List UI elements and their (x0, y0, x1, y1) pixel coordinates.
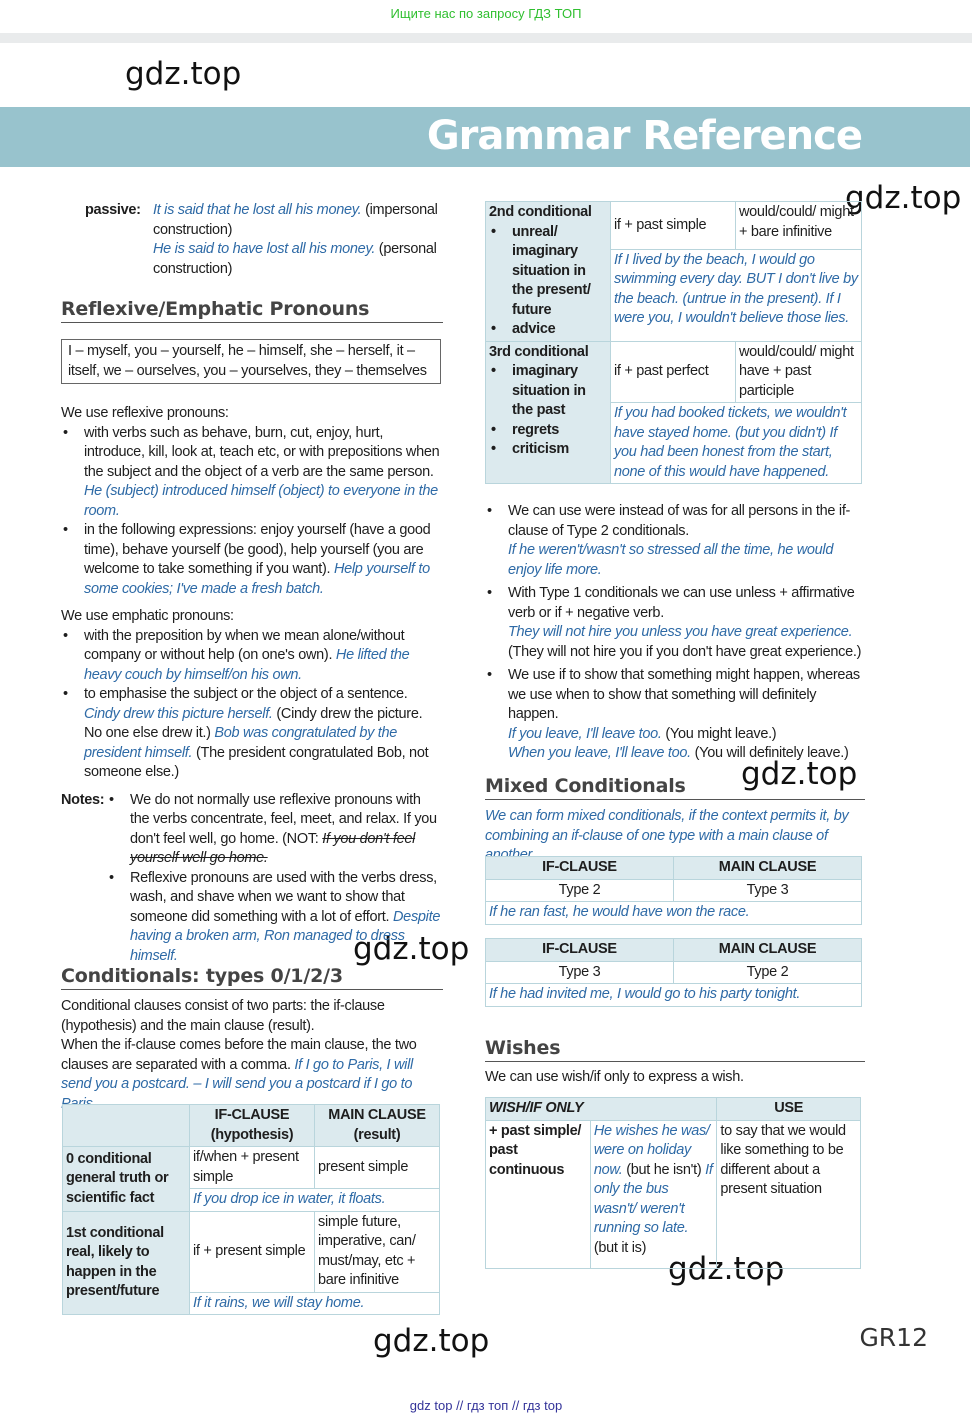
footer-separator: // (511, 1398, 520, 1413)
rule-example: He lifted the heavy couch by himself/on his own. (84, 647, 410, 683)
intro-example: If I go to Paris, I will send you a postcard. – I will send you a postcard if I go to Paris. (61, 1056, 413, 1112)
list-item (107, 869, 443, 967)
mixed-table-1 (485, 856, 862, 925)
conditionals-table-right (485, 201, 862, 484)
table-example: If he had invited me, I would go to his party tonight. (486, 984, 862, 1007)
table-cell: would/could/ might + bare infinitive (736, 202, 862, 250)
note-example: If he weren't/wasn't so stressed all the time, he would enjoy life more. (508, 542, 834, 578)
footer-link[interactable]: гдз топ (466, 1398, 509, 1413)
rule-example: He (subject) introduced himself (object) to everyone in the room. (84, 483, 438, 519)
note-text: We can use were instead of was for all persons in the if-clause of Type 2 conditionals. (508, 503, 851, 539)
table-header: IF-CLAUSE (hypothesis) (190, 1105, 315, 1147)
list-item (61, 521, 443, 599)
footer (0, 1392, 972, 1425)
list-item (485, 666, 867, 764)
watermark: gdz.top (668, 1251, 785, 1287)
intro-text: Conditional clauses consist of two parts: the if-clause (hypothesis) and the main clause (result). (61, 998, 385, 1034)
rule-example: Bob was congratulated by the president himself. (84, 725, 398, 761)
wish-example: He wishes he was/ were on holiday now. (593, 1122, 710, 1178)
note-not: (NOT: (282, 830, 319, 847)
wishes-intro: We can use wish/if only to express a wish. (485, 1069, 744, 1085)
type-label: 2nd conditional (489, 204, 592, 220)
type-label: 3rd conditional (489, 343, 589, 360)
passive-example-1: It is said that he lost all his money. (153, 202, 362, 218)
table-row-type (486, 341, 611, 484)
rule-example: Help yourself to some cookies; I've made a fresh batch. (84, 561, 430, 597)
table-row-type: 0 conditional general truth or scientific fact (63, 1147, 190, 1212)
notes-label: Notes: (61, 791, 105, 808)
promo-link[interactable]: Ищите нас по запросу ГДЗ ТОП (390, 6, 582, 21)
table-cell: Type 2 (674, 961, 862, 984)
rule-text: with verbs such as behave, burn, cut, enjoy, hurt, introduce, kill, look at, teach etc, or with prepositions when the subject and the object of a verb are the same person. (84, 424, 440, 480)
note-example: When you leave, I'll leave too. (508, 745, 691, 761)
table-example: If I lived by the beach, I would go swimming every day. BUT I don't live by the beach. (untrue in the present). If I were you, I wouldn't believe those lies. (611, 249, 862, 341)
conditional-notes (485, 502, 867, 764)
mixed-intro: We can form mixed conditionals, if the context permits it, by combining an if-clause of one type with a main clause of another. (485, 808, 849, 863)
list-item (485, 502, 867, 580)
table-cell: Type 3 (486, 961, 674, 984)
table-cell: to say that we would like something to be different about a present situation (717, 1120, 861, 1268)
passive-label: passive: (85, 202, 141, 218)
section-title-wishes: Wishes (485, 1037, 561, 1059)
mixed-table-2 (485, 938, 862, 1007)
note-example: If you leave, I'll leave too. (508, 725, 662, 742)
list-item (61, 627, 443, 686)
table-cell: + past simple/ past continuous (486, 1120, 591, 1268)
table-example: If it rains, we will stay home. (190, 1292, 440, 1315)
table-cell: if + present simple (190, 1211, 315, 1292)
table-example: If you drop ice in water, it floats. (190, 1189, 440, 1212)
table-cell: if + past simple (611, 202, 736, 250)
table-example: If you had booked tickets, we wouldn't have stayed home. (but you didn't) If you had been honest from the start, none of this would have happened. (611, 403, 862, 484)
passive-block (85, 201, 445, 279)
list-item (107, 791, 443, 869)
table-header: IF-CLAUSE (486, 939, 674, 962)
list-item: • criticism (489, 440, 607, 460)
rule-example: Cindy drew this picture herself. (84, 705, 273, 722)
list-item (61, 424, 443, 522)
list-item: • unreal/ imaginary situation in the present/ future (489, 223, 607, 321)
use-emphatic: We use emphatic pronouns: (61, 608, 234, 624)
note-text: (They will not hire you if you don't have great experience.) (508, 643, 862, 660)
table-header-empty (63, 1105, 190, 1147)
divider (61, 989, 443, 990)
wish-example: If only the bus wasn't/ weren't running so late. (593, 1161, 713, 1236)
watermark: gdz.top (125, 56, 242, 92)
passive-example-2: He is said to have lost all his money. (153, 241, 376, 257)
list-item: • advice (489, 320, 607, 340)
list-item (485, 584, 867, 662)
wishes-table (485, 1097, 861, 1269)
table-row-type: 1st conditional real, likely to happen in the present/future (63, 1211, 190, 1315)
table-header: WISH/IF ONLY (486, 1098, 717, 1121)
table-cell: if + past perfect (611, 341, 736, 403)
page-title: Grammar Reference (426, 113, 862, 159)
table-example: If he ran fast, he would have won the race. (486, 902, 862, 925)
passive-note-1: (impersonal construction) (153, 202, 438, 238)
conditionals-table-left (62, 1104, 440, 1315)
divider (61, 322, 443, 323)
note-text: We do not normally use reflexive pronouns with the verbs concentrate, feel, meet, and relax. If you don't feel well, go home. (130, 791, 437, 847)
rule-text: to emphasise the subject or the object of a sentence. (84, 686, 408, 702)
intro-text: When the if-clause comes before the main clause, the two clauses are separated with a comma. (61, 1037, 417, 1073)
rule-text: with the preposition by when we mean alone/without company or without help (on one's own). (84, 627, 405, 663)
list-item: • imaginary situation in the past (489, 362, 607, 421)
list-item: • regrets (489, 421, 607, 441)
note-text: (You will definitely leave.) (694, 745, 849, 761)
rule-text: in the following expressions: enjoy yourself (have a good time), behave yourself (be good), help yourself (you are welcome to take something if you want). (84, 522, 431, 577)
table-row-type (486, 202, 611, 342)
notes-block (61, 791, 443, 967)
rule-note: (Cindy drew the picture. No one else drew it.) (84, 705, 423, 741)
watermark: gdz.top (353, 931, 470, 967)
note-text: We use if to show that something might happen, whereas we use when to show that something will definitely happen. (508, 667, 860, 722)
conditionals-intro (61, 997, 443, 1114)
divider (485, 1061, 865, 1062)
table-cell: simple future, imperative, can/ must/may, etc + bare infinitive (315, 1211, 440, 1292)
table-header: MAIN CLAUSE (674, 857, 862, 880)
watermark: gdz.top (741, 756, 858, 792)
rule-note: (The president congratulated Bob, not someone else.) (84, 744, 429, 780)
table-cell: Type 2 (486, 879, 674, 902)
pronoun-box: I – myself, you – yourself, he – himself, she – herself, it – itself, we – ourselves, you – yourselves, they – themselves (61, 339, 441, 384)
table-cell: if/when + present simple (190, 1147, 315, 1189)
list-item (61, 685, 443, 783)
top-divider (0, 33, 972, 43)
watermark: gdz.top (845, 180, 962, 216)
use-reflexive: We use reflexive pronouns: (61, 405, 229, 421)
note-text: Reflexive pronouns are used with the verbs dress, wash, and shave when we want to show that someone did something with a lot of effort. (130, 869, 437, 925)
reflexive-body (61, 404, 443, 966)
table-header: MAIN CLAUSE (674, 939, 862, 962)
passive-note-2: (personal construction) (153, 241, 437, 277)
footer-link[interactable]: gdz top (409, 1398, 453, 1413)
page-number: GR12 (859, 1323, 928, 1352)
note-example: They will not hire you unless you have great experience. (508, 624, 853, 640)
footer-separator: // (456, 1398, 464, 1413)
wish-note: (but it is) (593, 1239, 647, 1256)
watermark: gdz.top (373, 1323, 490, 1359)
footer-link[interactable]: гдз top (522, 1398, 563, 1413)
section-title-conditionals: Conditionals: types 0/1/2/3 (61, 965, 343, 987)
table-header: USE (717, 1098, 861, 1121)
table-cell: would/could/ might have + past participle (736, 341, 862, 403)
section-title-reflexive: Reflexive/Emphatic Pronouns (61, 298, 370, 320)
note-wrong-example: If you don't feel yourself well go home. (130, 830, 416, 866)
note-example: Despite having a broken arm, Ron managed to dress himself. (130, 908, 441, 964)
note-text: (You might leave.) (665, 725, 777, 742)
table-header: MAIN CLAUSE (result) (315, 1105, 440, 1147)
divider (485, 799, 865, 800)
note-text: With Type 1 conditionals we can use unless + affirmative verb or if + negative verb. (508, 585, 855, 621)
table-example (590, 1120, 717, 1268)
wish-note: (but he isn't) (626, 1161, 702, 1178)
table-header: IF-CLAUSE (486, 857, 674, 880)
table-cell: Type 3 (674, 879, 862, 902)
table-cell: present simple (315, 1147, 440, 1189)
section-title-mixed: Mixed Conditionals (485, 775, 686, 797)
